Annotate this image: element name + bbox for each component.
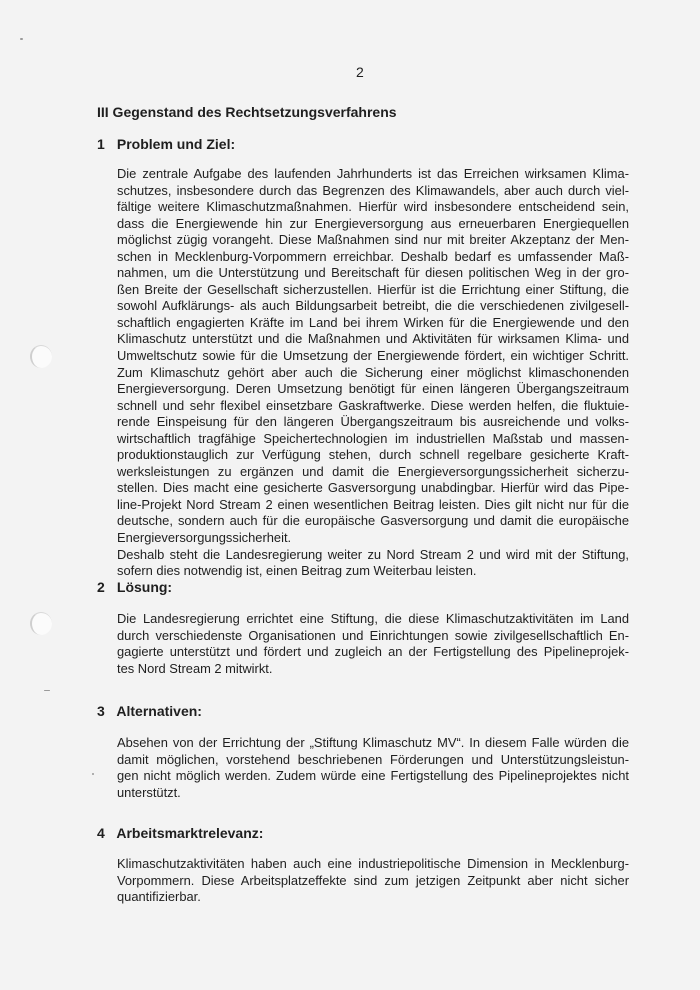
text-line: sowohl Aufklärungs- als auch Bildungsarbeit betreibt, die die verschiedenen zivilgesell- [117,298,629,314]
punch-hole [30,345,52,368]
text-line: sofern dies notwendig ist, einen Beitrag zum Weiterbau leisten. [117,563,477,579]
text-line: fältige weitere Klimaschutzmaßnahmen. Hierfür wird insbesondere entscheidend sein, [117,199,629,215]
heading-title: Alternativen: [116,703,202,719]
text-line: rende Einspeisung für den längeren Übergangszeitraum bis ausreichende und volks- [117,414,629,430]
paragraph-arbeitsmarktrelevanz [117,856,629,906]
scan-speck [44,690,50,691]
text-line: gagierte unterstützt und fördert und zugleich an der Fertigstellung des Pipelineprojek- [117,644,629,660]
text-line: Energieversorgungssicherheit. [117,530,292,546]
text-line: nahmen, um die Unterstützung und Bereitschaft für diesen politischen Weg in der gro- [117,265,629,281]
heading-title: Lösung: [116,579,173,595]
text-line: quantifizierbar. [117,889,201,905]
section-title: III Gegenstand des Rechtsetzungsverfahrens [97,104,397,120]
heading-number: 1 [97,136,105,152]
text-line: Klimaschutzaktivitäten haben auch eine industriepolitische Dimension in Mecklenburg- [117,856,629,871]
text-line: Energieversorgung. Deren Umsetzung benötigt für einen längeren Übergangszeitraum [117,381,629,397]
text-line: dass die Energiewende hin zur Energieversorgung aus erneuerbaren Energiequellen [117,215,629,231]
text-line: schen in Mecklenburg-Vorpommern erreichbar. Deshalb bedarf es umfassender Maß- [117,248,629,264]
heading-alternativen [97,703,202,719]
text-line: möglichst zügig vorangeht. Diese Maßnahmen sind nur mit breiter Akzeptanz der Men- [117,232,629,248]
text-line: Umweltschutz sowie für die Umsetzung der Energiewende fördert, ein wichtiger Schritt. [117,348,629,364]
text-line: produktionstauglich zur Verfügung stehen, durch schnell regelbare gesicherte Kraft- [117,447,629,463]
text-line: damit möglichen, vorstehend beschriebenen Förderungen und Unterstützungsleistun- [117,751,629,767]
paragraph-alternativen [117,735,629,801]
paragraph-problem-und-ziel [117,166,629,580]
text-line: schutzes, insbesondere durch das Begrenzen des Klimawandels, aber auch durch viel- [117,182,629,198]
text-line: Zum Klimaschutz gehört aber auch die Sicherung einer möglichst klimaschonenden [117,364,629,380]
text-line: line-Projekt Nord Stream 2 einen wesentlichen Beitrag leisten. Dies gilt nicht nur für die [117,496,629,512]
scan-speck [20,38,23,40]
paragraph-loesung [117,611,629,677]
heading-number: 3 [97,703,105,719]
text-line: Die zentrale Aufgabe des laufenden Jahrhunderts ist das Erreichen wirksamen Klima- [117,166,629,181]
text-line: deutsche, sondern auch für die europäische Gasversorgung und damit die europäische [117,513,629,529]
scan-speck [92,773,94,775]
text-line: tes Nord Stream 2 mitwirkt. [117,660,273,676]
text-line: schnell und sehr flexibel einsetzbare Gaskraftwerke. Diese werden helfen, die fluktuie- [117,397,629,413]
heading-arbeitsmarktrelevanz [97,825,263,841]
text-line: werksleistungen zu ergänzen und damit die Energieversorgungssicherheit sicherzu- [117,463,629,479]
text-line: Klimaschutz unterstützt und die Maßnahmen und Aktivitäten für wirksamen Klima- und [117,331,629,347]
heading-title: Arbeitsmarktrelevanz: [116,825,264,841]
text-line: schaftlich engagierten Kräfte im Land bei ihrem Wirken für die Energiewende und den [117,314,629,330]
punch-hole [30,612,52,635]
text-line: Vorpommern. Diese Arbeitsplatzeffekte sind zum jetzigen Zeitpunkt aber nicht sicher [117,872,629,888]
text-line: Absehen von der Errichtung der „Stiftung Klimaschutz MV“. In diesem Falle würden die [117,735,629,750]
heading-loesung [97,579,172,595]
heading-number: 2 [97,579,105,595]
heading-problem-und-ziel [97,136,235,152]
text-line: stellen. Dies macht eine gesicherte Gasversorgung unabdingbar. Hierfür wird das Pipe- [117,480,629,496]
text-line: unterstützt. [117,784,181,800]
text-line: wirtschaftlich tragfähige Speichertechnologien im industriellen Maßstab und massen- [117,430,629,446]
text-line: Die Landesregierung errichtet eine Stiftung, die diese Klimaschutzaktivitäten im Land [117,611,629,626]
text-line: gen nicht möglich werden. Zudem würde eine Fertigstellung des Pipelineprojektes nicht [117,768,629,784]
text-line: ßen Breite der Gesellschaft sicherzustellen. Hierfür ist die Errichtung einer Stiftung, die [117,281,629,297]
page-number: 2 [356,64,364,80]
heading-title: Problem und Ziel: [116,136,236,152]
text-line: Deshalb steht die Landesregierung weiter zu Nord Stream 2 und wird mit der Stiftung, [117,546,629,562]
heading-number: 4 [97,825,105,841]
text-line: durch verschiedenste Organisationen und Einrichtungen sowie zivilgesellschaftlich En- [117,627,629,643]
